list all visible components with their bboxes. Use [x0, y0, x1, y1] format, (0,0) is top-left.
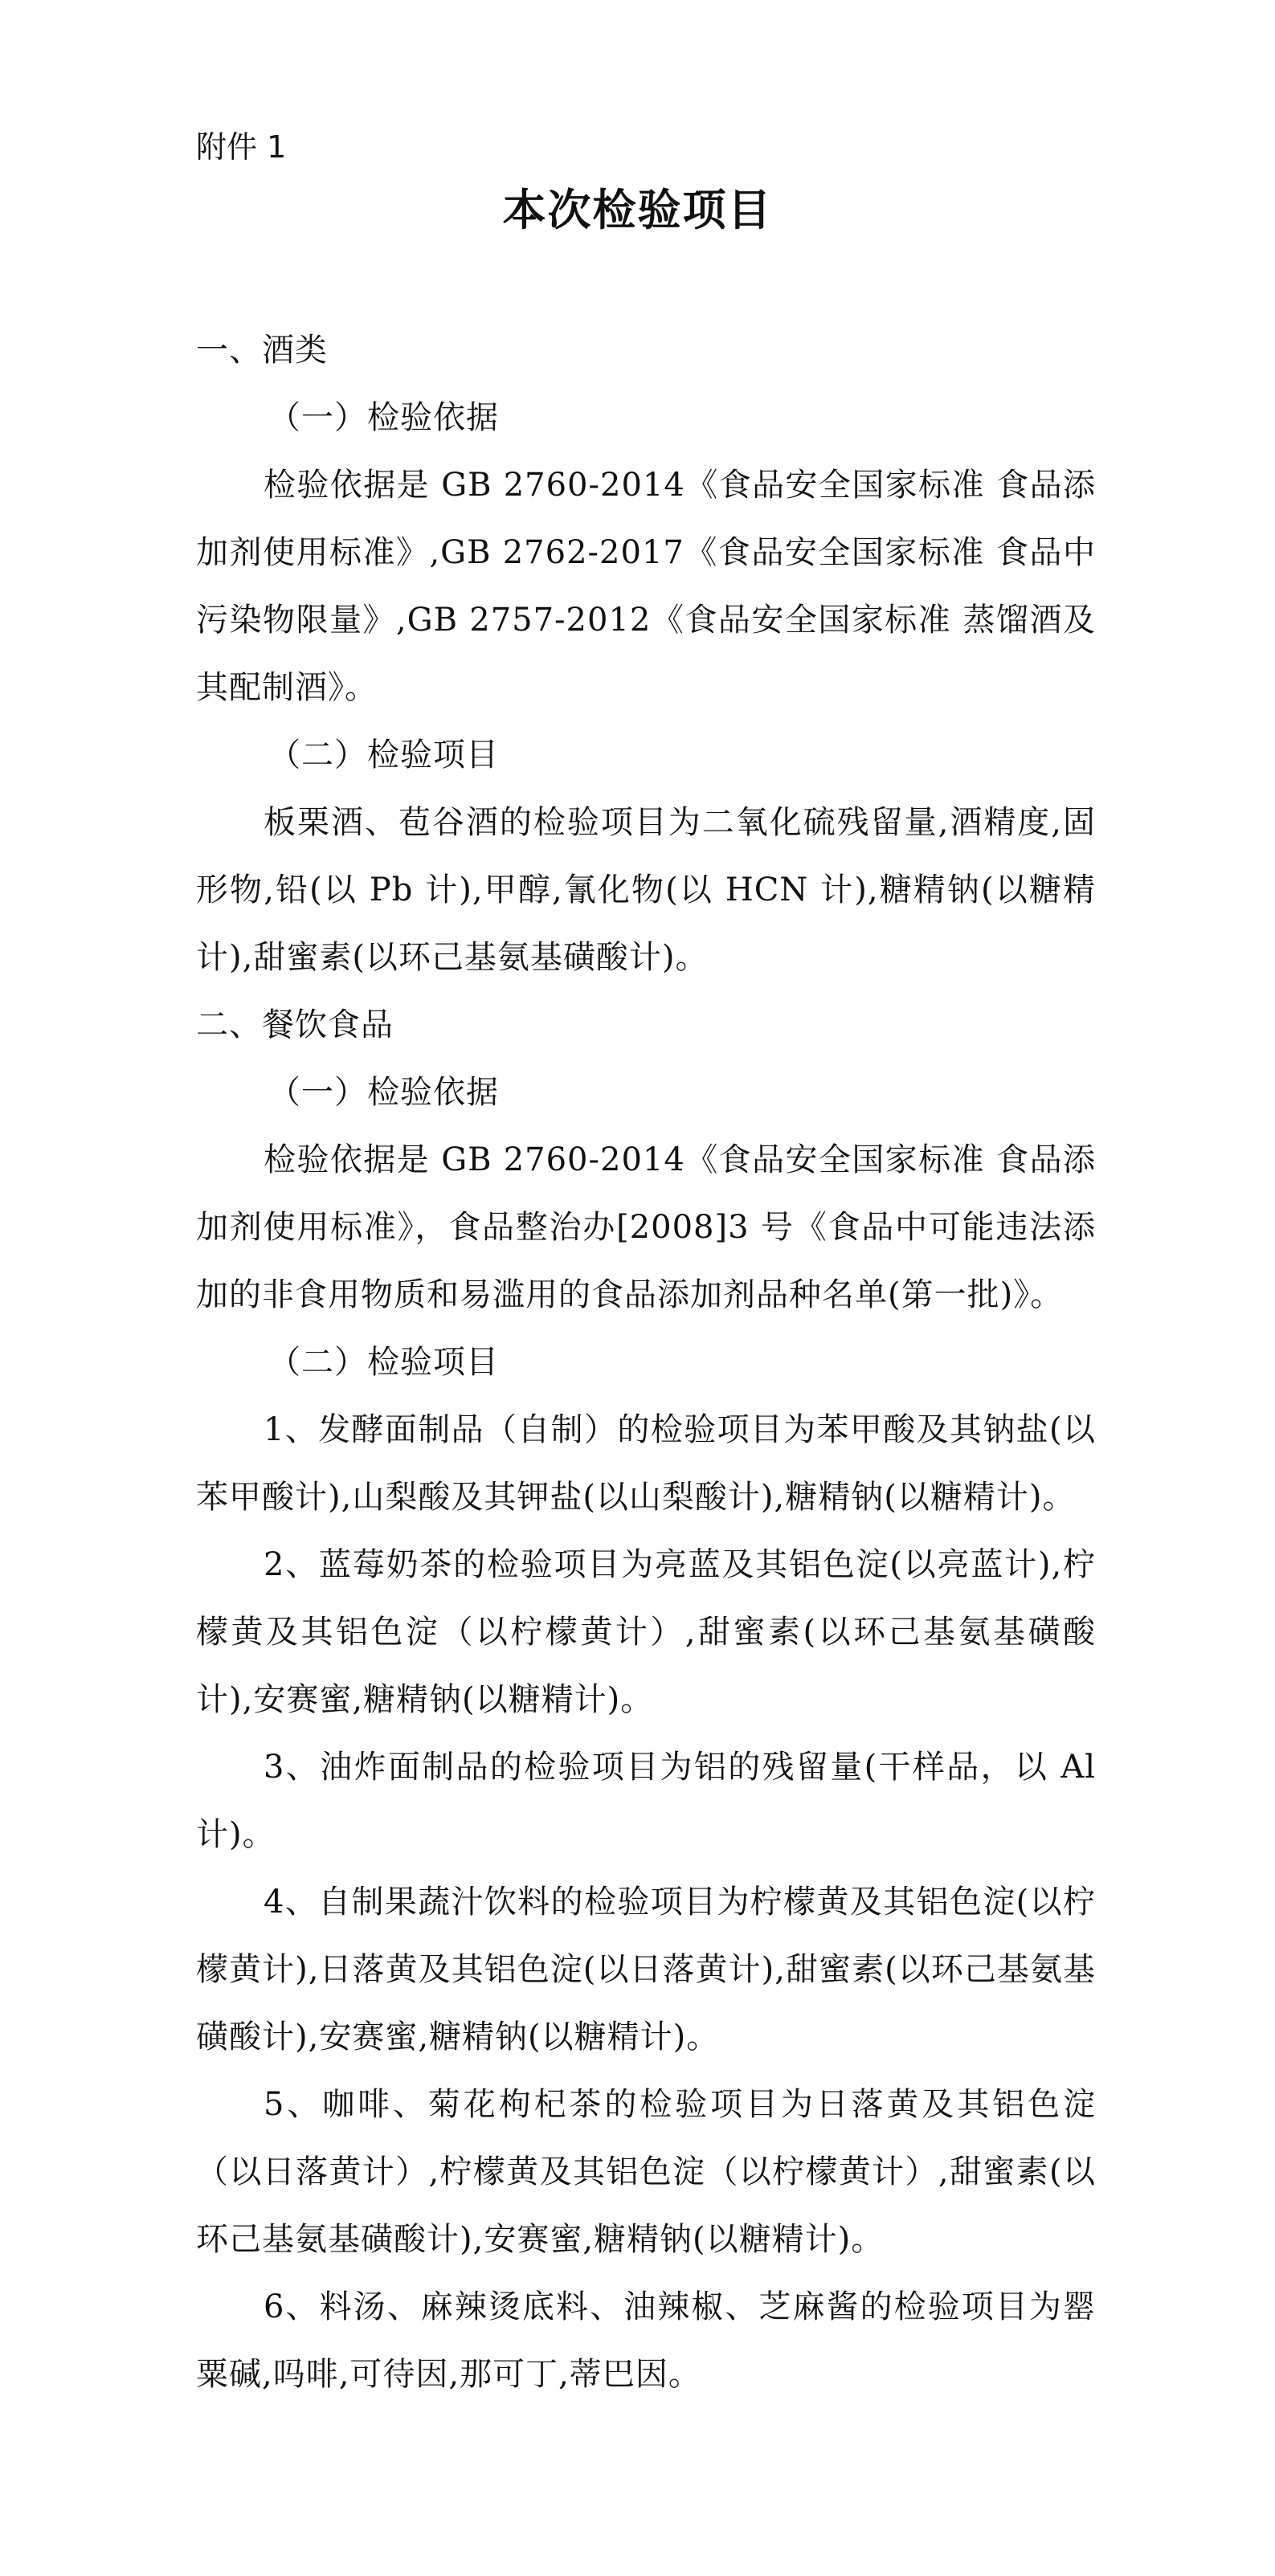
item-paragraph: 3、油炸面制品的检验项目为铝的残留量(干样品，以 Al 计)。 — [196, 1749, 1096, 1853]
item-paragraph: 板栗酒、苞谷酒的检验项目为二氧化硫残留量,酒精度,固形物,铅(以 Pb 计),甲醇,氰化物(以 HCN 计),糖精钠(以糖精计),甜蜜素(以环己基氨基磺酸计)。 — [196, 804, 1096, 976]
subheading-items: （二）检验项目 — [268, 1344, 499, 1381]
subheading-items: （二）检验项目 — [268, 737, 499, 774]
item-paragraph: 6、料汤、麻辣烫底料、油辣椒、芝麻酱的检验项目为罂粟碱,吗啡,可待因,那可丁,蒂巴因。 — [196, 2288, 1096, 2393]
basis-paragraph: 检验依据是 GB 2760-2014《食品安全国家标准 食品添加剂使用标准》,GB 2762-2017《食品安全国家标准 食品中污染物限量》,GB 2757-2012《食品安全国家标准 蒸馏酒及其配制酒》。 — [196, 467, 1096, 706]
item-paragraph: 5、咖啡、菊花枸杞茶的检验项目为日落黄及其铝色淀（以日落黄计）,柠檬黄及其铝色淀（以柠檬黄计）,甜蜜素(以环己基氨基磺酸计),安赛蜜,糖精钠(以糖精计)。 — [196, 2086, 1096, 2258]
item-paragraph: 1、发酵面制品（自制）的检验项目为苯甲酸及其钠盐(以苯甲酸计),山梨酸及其钾盐(以山梨酸计),糖精钠(以糖精计)。 — [196, 1411, 1096, 1516]
section-heading-catering: 二、餐饮食品 — [196, 1006, 394, 1043]
item-paragraph: 2、蓝莓奶茶的检验项目为亮蓝及其铝色淀(以亮蓝计),柠檬黄及其铝色淀（以柠檬黄计）,甜蜜素(以环己基氨基磺酸计),安赛蜜,糖精钠(以糖精计)。 — [196, 1546, 1096, 1718]
subheading-basis: （一）检验依据 — [268, 1074, 499, 1111]
document-body — [196, 316, 1096, 2408]
subheading-basis: （一）检验依据 — [268, 399, 499, 436]
basis-paragraph: 检验依据是 GB 2760-2014《食品安全国家标准 食品添加剂使用标准》，食品整治办[2008]3 号《食品中可能违法添加的非食用物质和易滥用的食品添加剂品种名单(第一批)》。 — [196, 1141, 1096, 1313]
page-title: 本次检验项目 — [502, 185, 773, 235]
item-paragraph: 4、自制果蔬汁饮料的检验项目为柠檬黄及其铝色淀(以柠檬黄计),日落黄及其铝色淀(以日落黄计),甜蜜素(以环己基氨基磺酸计),安赛蜜,糖精钠(以糖精计)。 — [196, 1884, 1096, 2055]
attachment-label: 附件 1 — [196, 129, 287, 165]
section-heading-liquor: 一、酒类 — [196, 332, 328, 369]
